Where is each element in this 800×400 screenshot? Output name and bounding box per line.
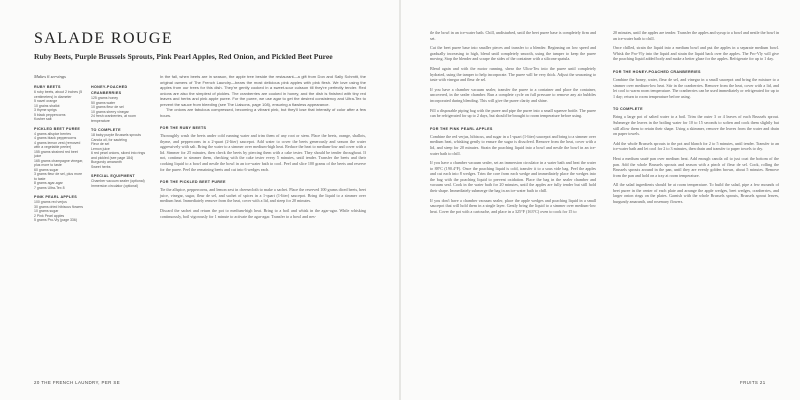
- ingredient-group: [34, 126, 84, 191]
- ingredient-item: 7 grams Ultra-Tex 8: [34, 185, 65, 190]
- method-paragraph: Thoroughly wash the beets under cold running water and trim them of any root or stem. Place the beets, orange, shallots, thyme, and peppercorns in a 2-quart (2-liter) saucepot. Add water to cover the beets generously and season the water aggressively with salt. Bring the water to a simmer over medium-high heat. Reduce the heat to medium-low and cover with a lid. Simmer for 25 minutes, then check the beets by piercing them with a cake tester. They should be tender throughout. If not, continue to simmer them, checking with the cake tester every 5 minutes, until tender. Transfer the beets and their cooking liquid to a bowl and nestle the bowl in an ice-water bath to cool. Peel and slice 100 grams of the beets and reserve for the puree. Peel the remaining beets and cut into 6 wedges each.: [160, 133, 366, 172]
- ingredient-item: 8 grams agar-agar: [34, 181, 63, 185]
- method-column-middle: [430, 30, 596, 218]
- right-page: [401, 0, 800, 400]
- ingredient-group: [91, 127, 151, 169]
- ingredient-group: [91, 173, 151, 188]
- ingredient-item: 10 grains shallot: [34, 103, 60, 108]
- ingredient-item: Lemon juice: [91, 146, 110, 151]
- section-heading: FOR THE PICKLED BEET PUREE: [160, 180, 226, 185]
- ingredient-item: 3 thyme sprigs: [34, 108, 57, 112]
- ingredient-group-heading: HONEY-POACHED CRANBERRIES: [91, 85, 128, 95]
- ingredients-column-2: [91, 84, 151, 192]
- method-paragraph: If you don't have a chamber vacuum sealer, place the apple wedges and poaching liquid in a small saucepot that will hold them in a single layer. Gently bring the liquid to a simmer over medium-low heat. Cover the pot with a cartouche, and place in a 325°F (163°C) oven to cook for 15 to: [430, 197, 596, 214]
- ingredient-item: 5 navel orange: [34, 99, 58, 103]
- ingredient-group: [34, 194, 84, 223]
- ingredient-group-heading: PINK PEARL APPLES: [34, 195, 78, 199]
- method-paragraph: Heat a medium sauté pan over medium heat. Add enough canola oil to just coat the bottom of the pan. Add the whole Brussels sprouts and season with a pinch of fleur de sel. Cook, rolling the Brussels sprouts around in the pan, until they are evenly golden brown, about 5 minutes. Remove from the pan and hold on a tray at room temperature.: [613, 155, 779, 178]
- ingredient-group: [91, 84, 151, 123]
- recipe-intro: [160, 74, 366, 118]
- ingredient-item: 10 grams sugar: [34, 209, 59, 213]
- ingredients-column-1: [34, 84, 84, 227]
- ingredient-item: 10 grams sherry vinegar: [91, 109, 129, 114]
- method-paragraph: Add the whole Brussels sprouts to the pot and blanch for 2 to 5 minutes, until tender. Transfer to an ice-water bath and let cool for 2 to 3 minutes, then drain and transfer to paper towels to dry.: [613, 140, 779, 152]
- section-heading: FOR THE PINK PEARL APPLES: [430, 126, 493, 131]
- ingredient-item: 4 grams lemon zest (removed with a vegetable peeler): [34, 140, 81, 149]
- method-paragraph: If you have a chamber vacuum sealer, transfer the puree to a container and place the container, uncovered, in the sealer chamber. Run a complete cycle on full pressure to remove any air bubbles incorporated during blending. This will give the puree clarity and shine.: [430, 86, 596, 103]
- ingredient-item: 10 grams fleur de sel: [91, 105, 124, 109]
- ingredient-item: Chamber vacuum sealer (optional): [91, 179, 145, 183]
- ingredient-item: Canola oil, for sautéing: [91, 137, 127, 142]
- ingredient-item: Sweet herbs: [91, 164, 111, 169]
- left-page: [0, 0, 399, 400]
- recipe-yield: Makes 6 servings: [34, 74, 66, 79]
- method-paragraph: Blend again and with the motor running, shear the Ultra-Tex into the puree until completely hydrated, using the tamper to help incorporate. The puree will be very thick. Adjust the seasoning to taste with vinegar and fleur de sel.: [430, 65, 596, 83]
- ingredient-item: Immersion circulator (optional): [91, 183, 139, 188]
- method-paragraph: Fill a disposable piping bag with the puree and pipe the puree into a small squeeze bottle. The puree can be refrigerated for up to 2 days, but should be brought to room temperature before using.: [430, 107, 596, 119]
- ingredient-item: Burgundy amaranth: [91, 160, 122, 164]
- section-heading: TO COMPLETE: [613, 107, 643, 112]
- ingredient-item: 4 grams black peppercorns: [34, 136, 77, 140]
- ingredient-item: 4 grams allspice berries: [34, 131, 71, 136]
- method-paragraph: If you have a chamber vacuum sealer, set an immersion circulator in a water bath and heat the water to 88°C (190.4°F). Once the poaching liquid is cold, transfer it to a sous vide bag. Peel the apples and cut each into 8 wedges. Trim the core from each wedge and immediately place the wedges into the bag with the poaching liquid to prevent oxidation. Place the bag in the sealer chamber and vacuum seal. Cook in the water bath for 20 minutes, until the apples are fully tender but still hold their shape. Immediately submerge the bag in an ice-water bath to chill.: [430, 160, 596, 194]
- ingredient-item: 24 fresh cranberries, at room temperature: [91, 114, 136, 123]
- ingredient-item: 18 baby purple Brussels sprouts: [91, 133, 141, 137]
- ingredient-item: 165 grams champagne vinegar, plus more to taste: [34, 158, 84, 167]
- recipe-title: SALADE ROUGE: [34, 30, 174, 47]
- ingredient-item: 155 grams strained red beet juice: [34, 149, 78, 158]
- recipe-subtitle: Ruby Beets, Purple Brussels Sprouts, Pink Pearl Apples, Red Onion, and Pickled Beet Puree: [34, 52, 333, 61]
- ingredient-item: 6 red pearl onions, sliced into rings and pickled (see page 184): [91, 151, 146, 160]
- ingredient-item: 100 grams red verjus: [34, 200, 67, 204]
- ingredient-list: [91, 96, 151, 123]
- ingredient-list: [91, 179, 151, 188]
- ingredient-list: [34, 132, 84, 191]
- ingredient-item: 30 grams dried hibiscus flowers: [34, 204, 84, 209]
- ingredient-list: [34, 90, 84, 122]
- page-folio-right: FRUITS 21: [740, 380, 766, 385]
- method-paragraph: Cut the beet puree base into smaller pieces and transfer to a blender. Beginning on low speed and gradually increasing to high, blend until completely smooth, using the tamper to keep the puree moving. Stop the blender and scrape the sides of the container with a silicone spatula.: [430, 45, 596, 62]
- method-paragraph: Tie the allspice, peppercorns, and lemon zest in cheesecloth to make a sachet. Place the reserved 100 grams diced beets, beet juice, vinegar, sugar, fleur de sel, and sachet of spices in a 1-quart (1-liter) saucepot. Bring the liquid to a simmer over medium heat. Immediately remove from the heat, cover with a lid, and steep for 20 minutes.: [160, 187, 366, 204]
- ingredient-group: [34, 84, 84, 122]
- ingredient-item: Fleur de sel: [91, 142, 110, 146]
- ingredient-group-heading: RUBY BEETS: [34, 85, 61, 89]
- ingredient-list: [91, 133, 151, 169]
- ingredient-list: [34, 200, 84, 223]
- intro-paragraph: In the fall, when beets are in season, the apple tree beside the restaurant—a gift from Don and Sally Schmitt, the original owners of The French Laundry—bears the most delicious pink apples with pink flesh. We love using the apples from our trees for this dish. They're gently cooked in a sweet-sour cuisson till they're perfectly tender. Red onions are also the simplest of pickles. The cranberries are cooked in honey, and the dish is finished with tiny red leaves and herbs and pink apple puree. For the puree, we use agar to get the desired consistency and Ultra-Tex to prevent the sauce from bleeding (see The Liaisons, page 108), ensuring a flawless appearance.: [160, 74, 366, 107]
- method-paragraph: Combine the red verjus, hibiscus, and sugar in a 1-quart (1-liter) saucepot and bring to a simmer over medium heat, whisking gently to ensure the sugar is dissolved. Remove from the heat, cover with a lid, and steep for 20 minutes. Strain the poaching liquid into a bowl and nestle the bowl in an ice-water bath to chill.: [430, 133, 596, 156]
- ingredient-item: Kosher salt: [34, 117, 52, 121]
- method-column-left: [160, 74, 366, 223]
- method-paragraph: All the salad ingredients should be at room temperature. To build the salad, pipe a few mounds of beet puree in the center of each plate and arrange the apple wedges, beet wedges, cranberries, and larger onion rings on the plates. Garnish with the whole Brussels sprouts, Brussels sprout leaves, burgundy amaranth, and rosemary flowers.: [613, 182, 779, 205]
- method-paragraph: Combine the honey, water, fleur de sel, and vinegar in a small saucepot and bring the mixture to a simmer over medium-low heat. Stir in the cranberries. Remove from the heat, cover with a lid, and let cool to warm room temperature. The cranberries can be used immediately or refrigerated for up to 1 day; return to room temperature before using.: [613, 76, 779, 99]
- ingredient-item: 125 grams honey: [91, 96, 119, 100]
- section-heading: FOR THE RUBY BEETS: [160, 126, 207, 130]
- method-paragraph: tle the bowl in an ice-water bath. Chill, undisturbed, until the beet puree base is completely firm and set.: [430, 30, 596, 41]
- method-paragraph: 20 minutes, until the apples are tender. Transfer the apples and syrup to a bowl and nestle the bowl in an ice-water bath to chill.: [613, 30, 779, 41]
- ingredient-item: 6 ruby beets, about 2 inches (5 centimeters) in diameter: [34, 90, 83, 99]
- ingredient-item: 5 grams Pro-Vly (page 336): [34, 218, 77, 222]
- ingredient-item: 5 black peppercorns: [34, 112, 66, 117]
- section-heading: FOR THE HONEY-POACHED CRANBERRIES: [613, 69, 701, 74]
- method-paragraph: Bring a large pot of salted water to a boil. Trim the outer 3 or 4 leaves of each Brussels sprout. Submerge the leaves in the boiling water for 10 to 15 seconds to soften and cook them slightly but still allow them to retain their shape. Using a skimmer, remove the leaves from the water and drain on paper towels.: [613, 114, 779, 137]
- intro-paragraph: The onions are fabulous compressed, becoming a vibrant pink, but they'll lose that intensity of color after a few hours.: [160, 107, 366, 118]
- ingredient-group-heading: TO COMPLETE: [91, 128, 121, 132]
- ingredient-group-heading: SPECIAL EQUIPMENT: [91, 174, 135, 178]
- ingredient-item: 3 grams fleur de sel, plus more to taste: [34, 172, 83, 181]
- page-folio-left: 20 THE FRENCH LAUNDRY, PER SE: [34, 380, 121, 385]
- ingredient-group-heading: PICKLED BEET PUREE: [34, 126, 81, 131]
- ingredient-item: 50 grams water: [91, 100, 116, 105]
- ingredient-item: 60 grams sugar: [34, 167, 59, 172]
- method-paragraph: Discard the sachet and return the pot to medium-high heat. Bring to a boil and whisk in the agar-agar. While whisking continuously, boil vigorously for 1 minute to activate the agar-agar. Transfer to a bowl and nes-: [160, 207, 366, 219]
- ingredient-item: 2 Pink Pearl apples: [34, 213, 65, 218]
- method-column-right: [613, 30, 779, 209]
- method-sections-a: [160, 126, 366, 219]
- method-paragraph: Once chilled, strain the liquid into a medium bowl and put the apples in a separate medium bowl. Whisk the Pro-Vly into the liquid and strain the liquid back over the apples. The Pro-Vly will give the poaching liquid added body and make a better glaze for the apples. Refrigerate for up to 1 day.: [613, 45, 779, 62]
